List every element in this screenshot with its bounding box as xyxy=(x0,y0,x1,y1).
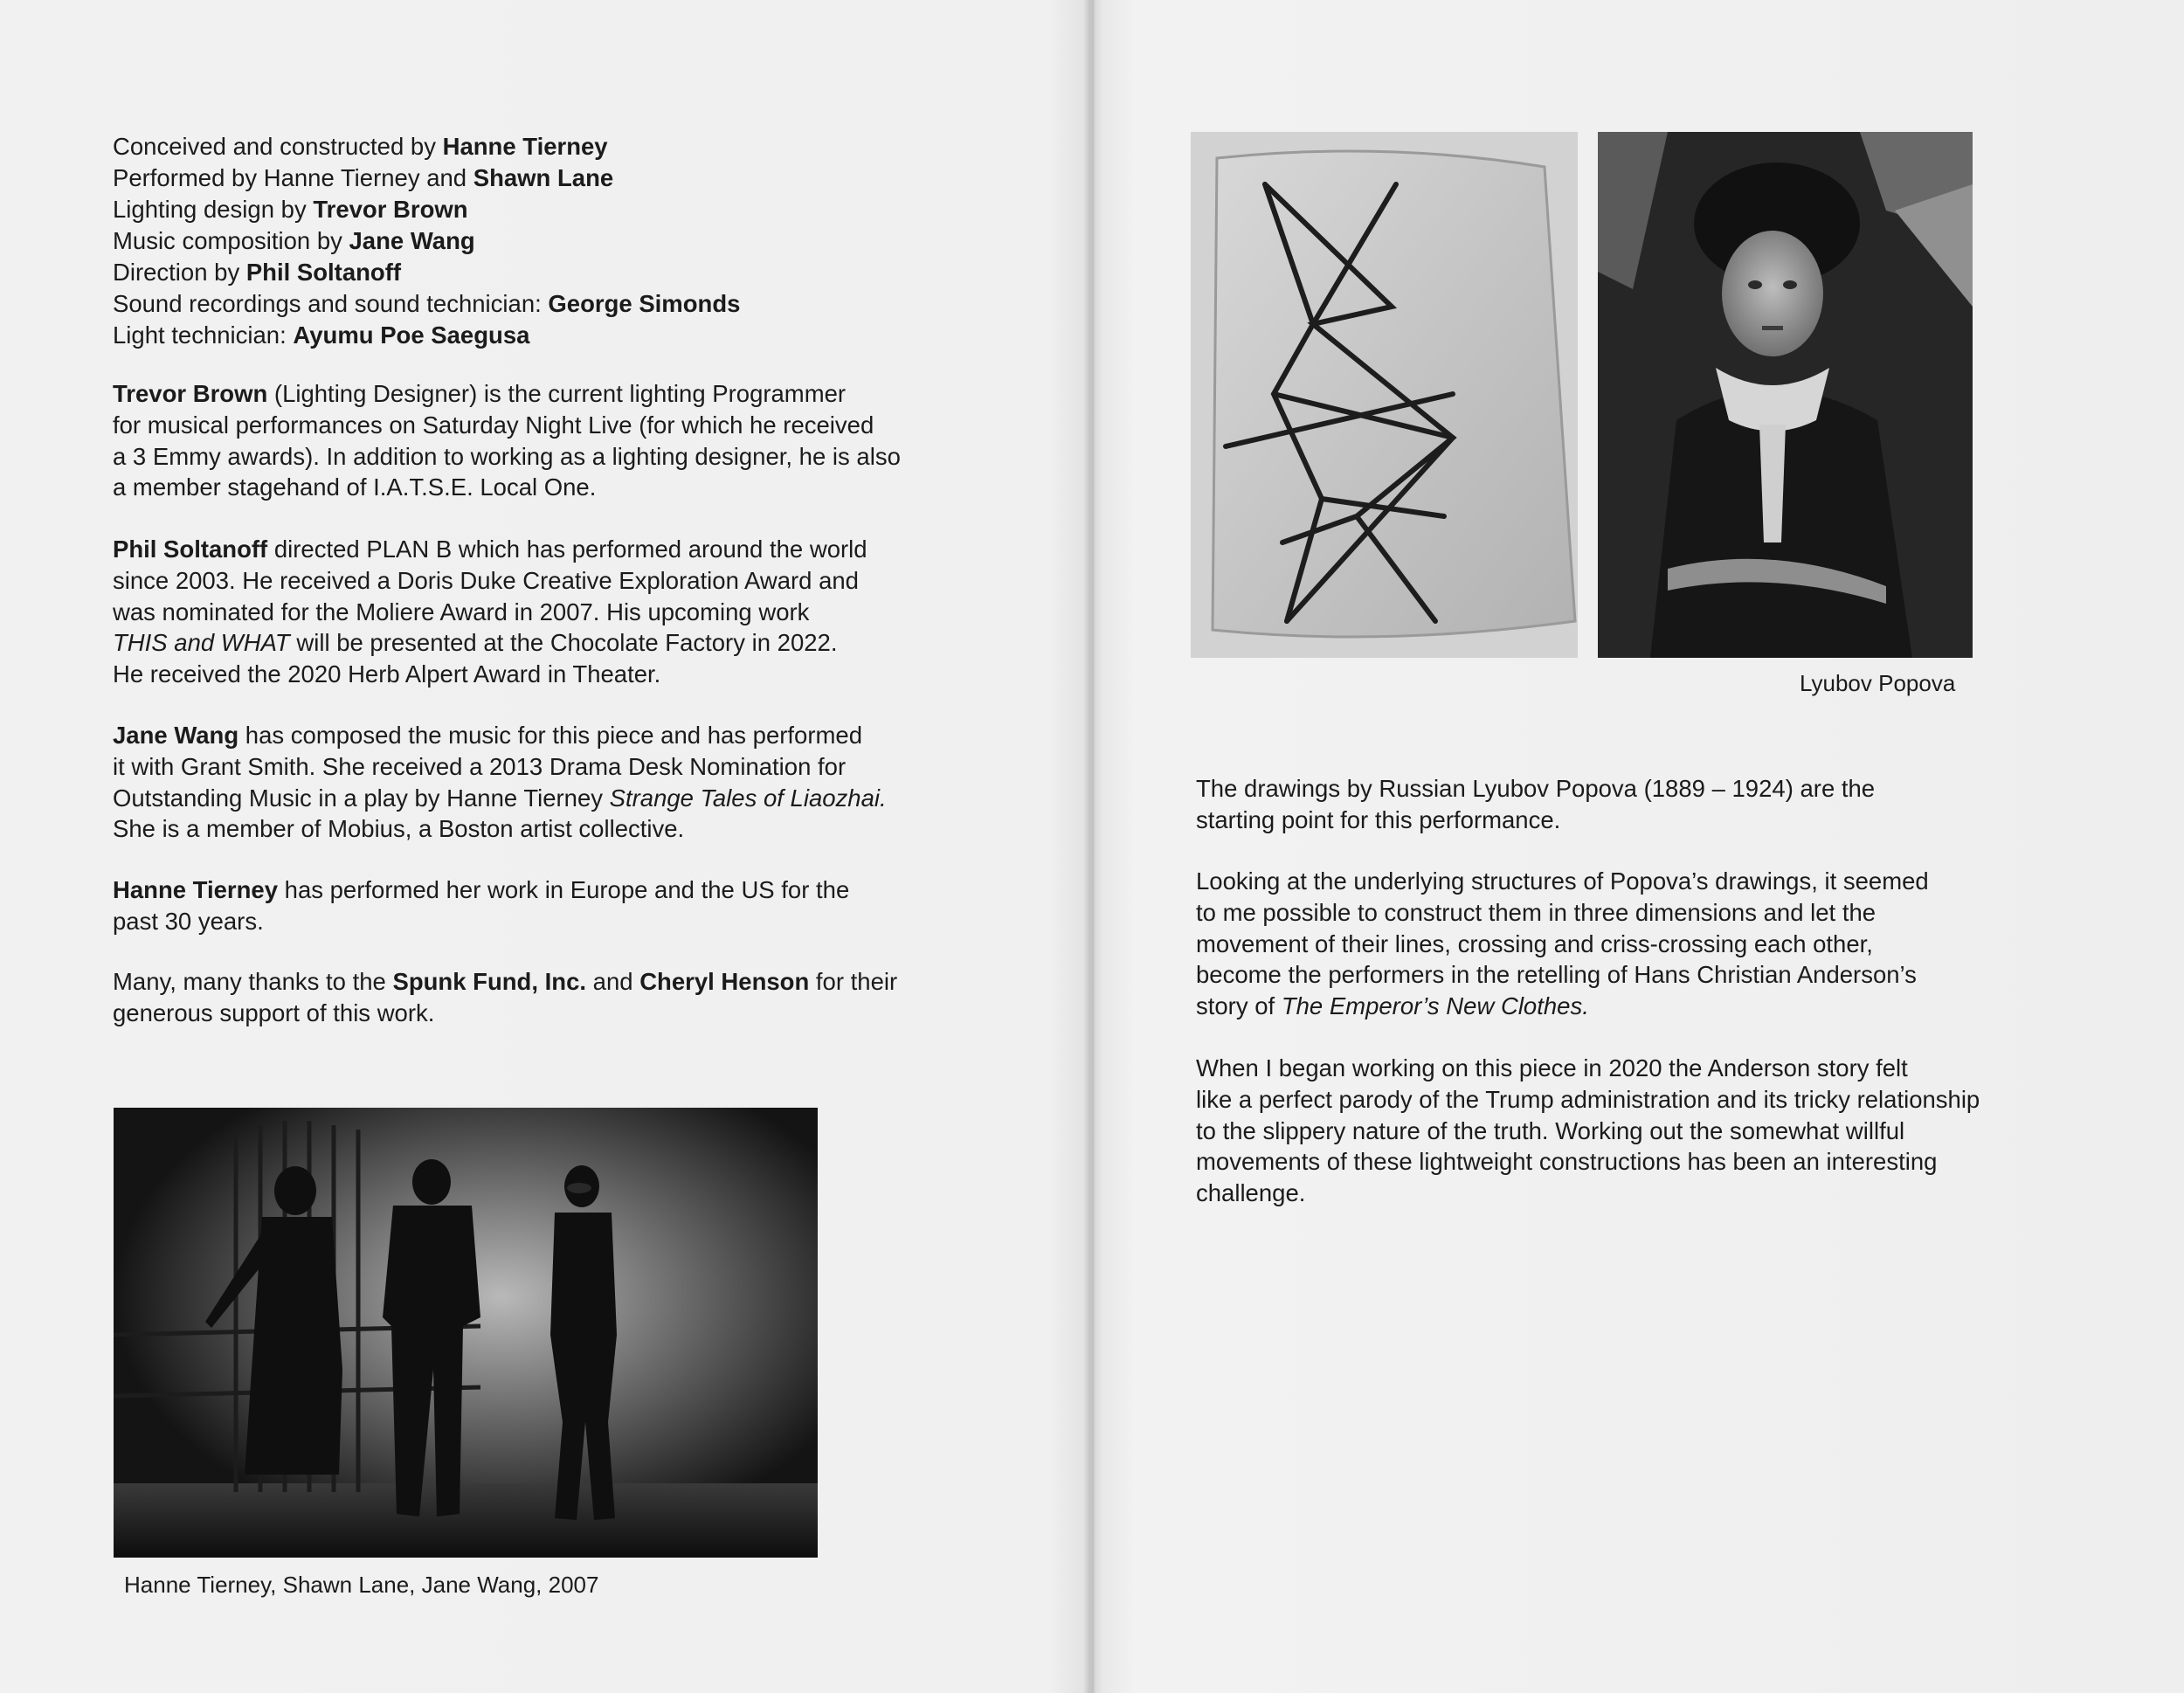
sponsor-name: Spunk Fund, Inc. xyxy=(392,968,587,995)
performers-photo xyxy=(114,1108,818,1558)
bio-name: Hanne Tierney xyxy=(113,876,279,903)
credit-line-conceived: Conceived and constructed by Hanne Tierney xyxy=(113,133,608,160)
bio-hanne-tierney: Hanne Tierney has performed her work in Europe and the US for the past 30 years. xyxy=(113,876,850,935)
credit-line-sound: Sound recordings and sound technician: George Simonds xyxy=(113,290,741,317)
sponsor-name: Cheryl Henson xyxy=(639,968,810,995)
bio-trevor-brown: Trevor Brown (Lighting Designer) is the current lighting Programmer for musical performances on Saturday Night Live (for which he received a 3 Emmy awards). In addition to working as a lighting designer, he is also a member stagehand of I.A.T.S.E. Local One. xyxy=(113,380,901,501)
credits-list xyxy=(113,131,986,351)
popova-portrait-image xyxy=(1598,132,1973,658)
story-title: The Emperor’s New Clothes. xyxy=(1281,992,1589,1020)
bio-name: Jane Wang xyxy=(113,722,239,749)
bio-name: Trevor Brown xyxy=(113,380,268,407)
bio-phil-soltanoff: Phil Soltanoff directed PLAN B which has performed around the world since 2003. He received a Doris Duke Creative Exploration Award and was nominated for the Moliere Award in 2007. His upcoming work THIS and WHAT will be presented at the Chocolate Factory in 2022. He received the 2020 Herb Alpert Award in Theater. xyxy=(113,536,867,688)
right-paragraph-2: Looking at the underlying structures of Popova’s drawings, it seemed to me possible to construct them in three dimensions and let the movement of their lines, crossing and criss-crossing each other, become the performers in the retelling of Hans Christian Anderson’s story of The Emperor’s New Clothes. xyxy=(1196,867,1929,1020)
credit-line-light-tech: Light technician: Ayumu Poe Saegusa xyxy=(113,321,530,349)
work-title: Strange Tales of Liaozhai. xyxy=(609,784,887,812)
right-paragraph-1: The drawings by Russian Lyubov Popova (1889 – 1924) are the starting point for this performance. xyxy=(1196,775,1876,833)
credit-line-music: Music composition by Jane Wang xyxy=(113,227,475,254)
work-title: THIS and WHAT xyxy=(113,629,290,657)
photo-caption: Hanne Tierney, Shawn Lane, Jane Wang, 2007 xyxy=(124,1572,599,1598)
bio-name: Phil Soltanoff xyxy=(113,536,268,563)
credit-line-lighting: Lighting design by Trevor Brown xyxy=(113,196,468,223)
bio-jane-wang: Jane Wang has composed the music for this piece and has performed it with Grant Smith. She received a 2013 Drama Desk Nomination for Outstanding Music in a play by Hanne Tierney Strange Tales of Liaozhai. She is a member of Mobius, a Boston artist collective. xyxy=(113,722,887,843)
thanks-paragraph: Many, many thanks to the Spunk Fund, Inc. and Cheryl Henson for their generous support of this work. xyxy=(113,968,898,1026)
portrait-caption: Lyubov Popova xyxy=(1800,670,1956,696)
credit-line-performed: Performed by Hanne Tierney and Shawn Lane xyxy=(113,164,614,191)
left-page xyxy=(0,0,1091,1693)
right-paragraph-3: When I began working on this piece in 2020 the Anderson story felt like a perfect parody of the Trump administration and its tricky relationship to the slippery nature of the truth. Working out the somewhat willful movements of these lightweight constructions has been an interesting challenge. xyxy=(1196,1054,1980,1207)
credit-line-direction: Direction by Phil Soltanoff xyxy=(113,259,402,286)
popova-drawing-image xyxy=(1191,132,1578,658)
